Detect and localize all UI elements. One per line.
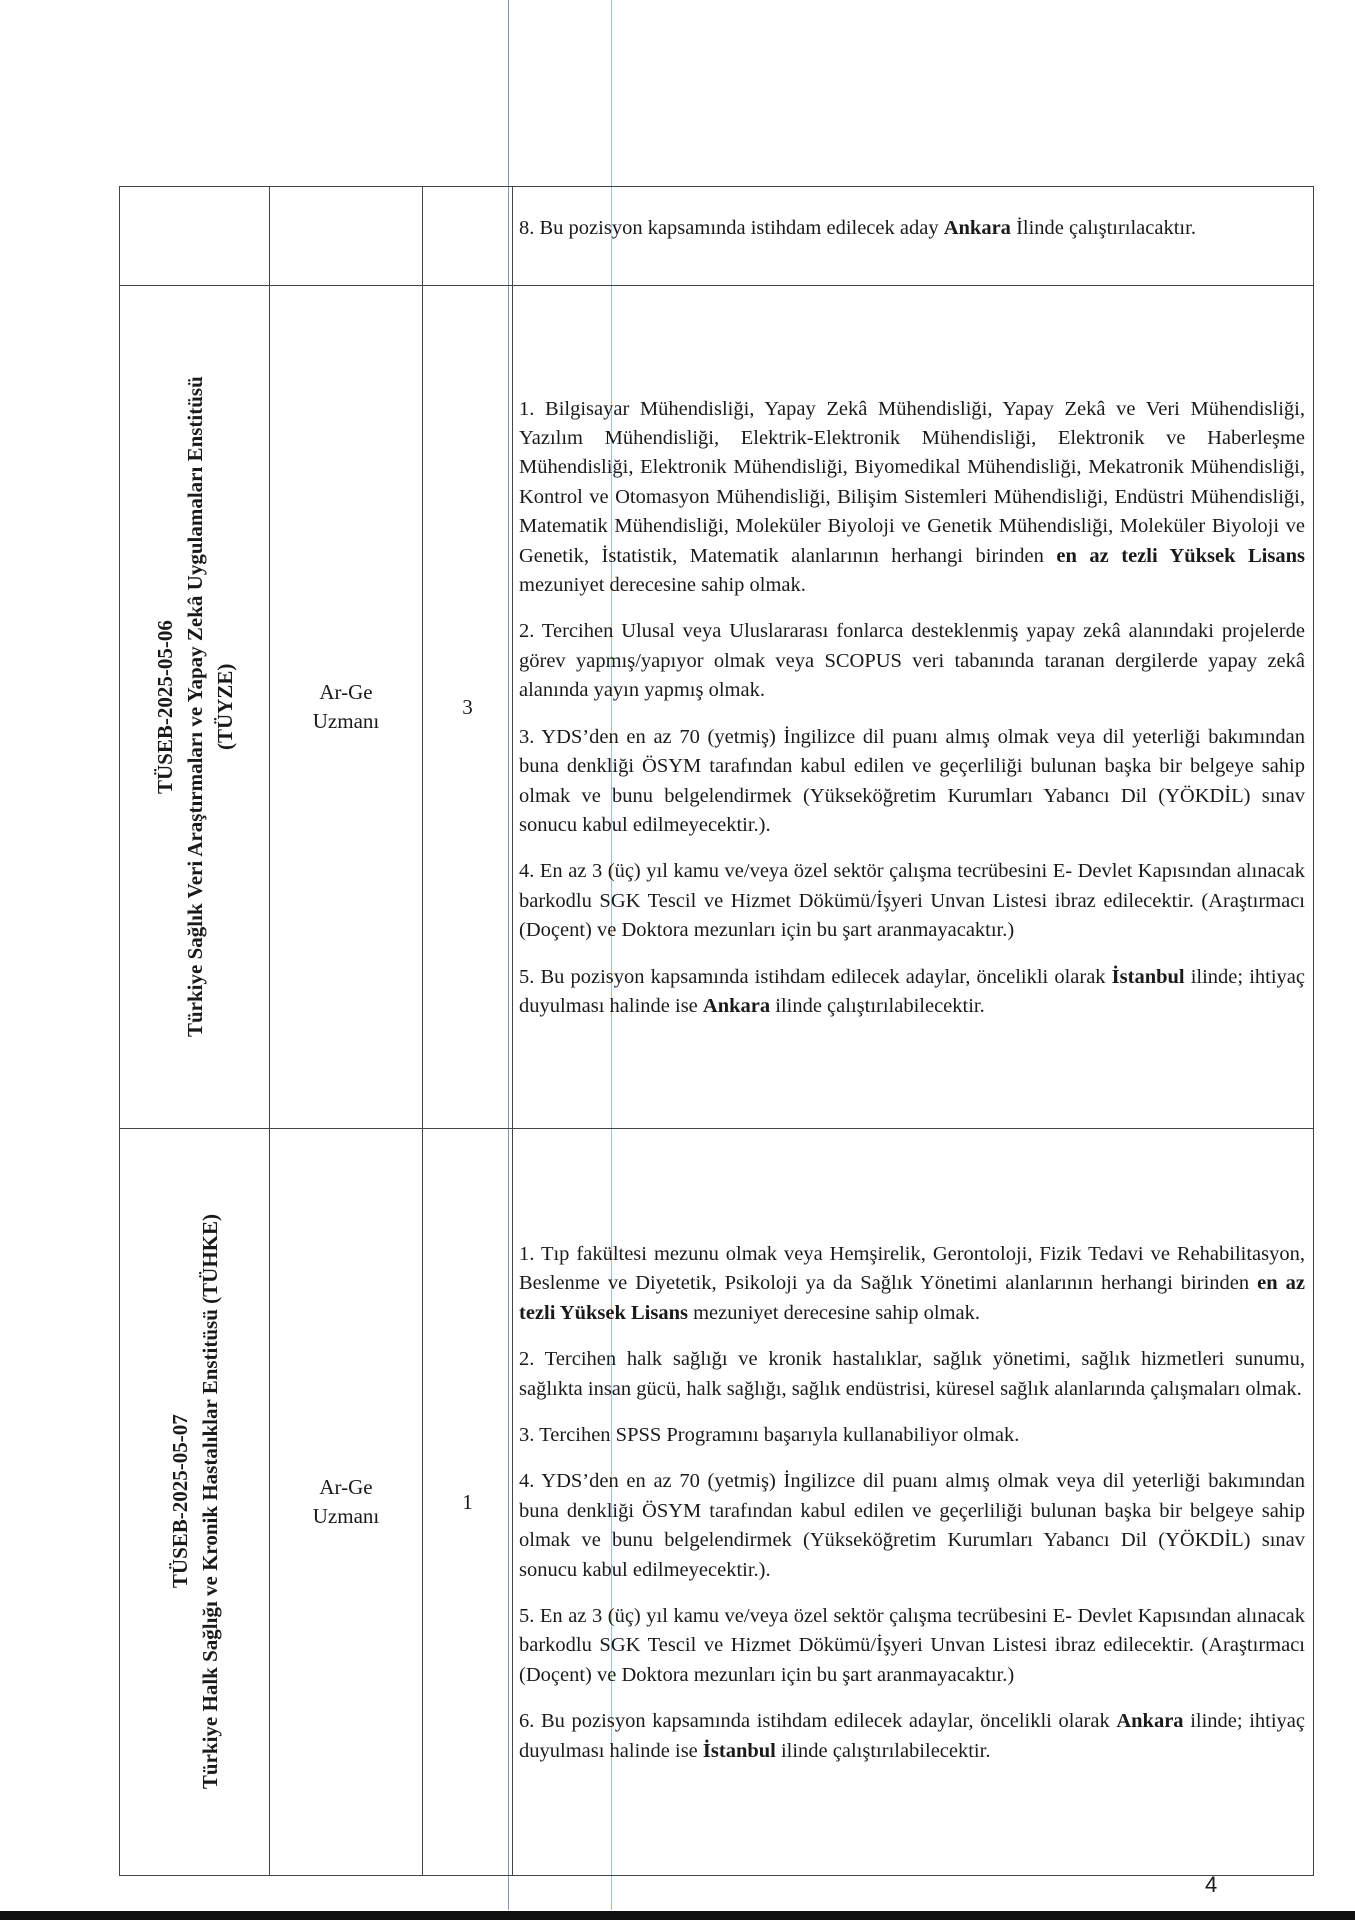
position-code: TÜSEB-2025-05-06	[152, 620, 177, 794]
institute-name: Türkiye Sağlık Veri Araştırmaları ve Yapay Zekâ Uygulamaları Enstitüsü (TÜYZE)	[182, 376, 237, 1038]
positions-table	[119, 186, 1314, 1876]
requirement-text: İlinde çalıştırılacaktır.	[1010, 217, 1196, 240]
requirement-text: ilinde çalıştırılabilecektir.	[775, 1739, 991, 1762]
requirement-item	[519, 1467, 1305, 1585]
requirement-text: ilinde çalıştırılabilecektir.	[770, 994, 985, 1017]
requirement-emphasis: Ankara	[702, 994, 771, 1017]
requirement-text: 5. Bu pozisyon kapsamında istihdam edilecek adaylar, öncelikli olarak	[519, 965, 1112, 988]
requirement-text: 2. Tercihen Ulusal veya Uluslararası fonlarca desteklenmiş yapay zekâ alanındaki projelerde görev yapmış/yapıyor olmak veya SCOPUS veri tabanında taranan dergilerde yapay zekâ alanında yayın yapmış olmak.	[519, 620, 1305, 702]
requirement-item	[519, 1345, 1305, 1404]
requirement-text: 6. Bu pozisyon kapsamında istihdam edilecek adaylar, öncelikli olarak	[519, 1710, 1117, 1733]
position-code: TÜSEB-2025-05-07	[167, 1415, 192, 1589]
requirements-cell	[513, 1129, 1314, 1876]
requirement-text: 3. YDS’den en az 70 (yetmiş) İngilizce dil puanı almış olmak veya dil yeterliği bakımından buna denkliği ÖSYM tarafından kabul edilen ve geçerliliği bulunan başka bir belgeye sahip olmak ve bunu belgelendirmek (Yükseköğretim Kurumları Yabancı Dil (YÖKDİL) sınav sonucu kabul edilmeyecektir.).	[519, 725, 1305, 836]
requirement-item	[519, 1421, 1305, 1450]
count-cell: 3	[423, 286, 513, 1129]
institute-name: Türkiye Halk Sağlığı ve Kronik Hastalıklar Enstitüsü (TÜHKE)	[197, 1214, 222, 1790]
requirement-item	[519, 723, 1305, 841]
requirement-item	[519, 857, 1305, 945]
requirement-text: 8. Bu pozisyon kapsamında istihdam edilecek aday	[519, 217, 944, 240]
requirement-item	[519, 1240, 1305, 1328]
requirement-item	[519, 963, 1305, 1022]
requirement-text: 4. YDS’den en az 70 (yetmiş) İngilizce dil puanı almış olmak veya dil yeterliği bakımından buna denkliği ÖSYM tarafından kabul edilen ve geçerliliği bulunan başka bir belgeye sahip olmak ve bunu belgelendirmek (Yükseköğretim Kurumları Yabancı Dil (YÖKDİL) sınav sonucu kabul edilmeyecektir.).	[519, 1470, 1305, 1581]
requirement-text: 3. Tercihen SPSS Programını başarıyla kullanabiliyor olmak.	[519, 1423, 1020, 1446]
requirement-item	[519, 395, 1305, 601]
requirements-cell	[513, 187, 1314, 286]
table-row	[120, 286, 1314, 1129]
position-cell: Ar-Ge Uzmanı	[270, 1129, 423, 1876]
requirement-item	[519, 214, 1305, 243]
requirement-text: mezuniyet derecesine sahip olmak.	[519, 574, 806, 597]
institute-label	[150, 347, 240, 1067]
requirement-text: 1. Bilgisayar Mühendisliği, Yapay Zekâ Mühendisliği, Yapay Zekâ ve Veri Mühendisliği, Yazılım Mühendisliği, Elektrik-Elektronik Mühendisliği, Elektronik ve Haberleşme Mühendisliği, Elektronik Mühendisliği, Biyomedikal Mühendisliği, Mekatronik Mühendisliği, Kontrol ve Otomasyon Mühendisliği, Bilişim Sistemleri Mühendisliği, Endüstri Mühendisliği, Matematik Mühendisliği, Moleküler Biyoloji ve Genetik Mühendisliği, Moleküler Biyoloji ve Genetik, İstatistik, Matematik alanlarının herhangi birinden	[519, 397, 1305, 567]
institute-cell	[120, 1129, 270, 1876]
position-cell: Ar-Ge Uzmanı	[270, 286, 423, 1129]
scan-border	[0, 1911, 1355, 1920]
institute-cell	[120, 187, 270, 286]
requirement-text: 5. En az 3 (üç) yıl kamu ve/veya özel sektör çalışma tecrübesini E- Devlet Kapısından alınacak barkodlu SGK Tescil ve Hizmet Dökümü/İşyeri Unvan Listesi ibraz edilecektir. (Araştırmacı (Doçent) ve Doktora mezunları için bu şart aranmayacaktır.)	[519, 1605, 1305, 1686]
requirement-emphasis: Ankara	[1116, 1710, 1184, 1733]
requirement-text: ilinde; ihtiyaç duyulması halinde ise	[519, 1710, 1305, 1762]
requirement-emphasis: Ankara	[943, 217, 1011, 240]
requirement-item	[519, 1707, 1305, 1766]
institute-cell	[120, 286, 270, 1129]
page-number: 4	[1205, 1872, 1218, 1897]
requirement-emphasis: en az tezli Yüksek Lisans	[1056, 544, 1305, 567]
requirement-text: 4. En az 3 (üç) yıl kamu ve/veya özel sektör çalışma tecrübesini E- Devlet Kapısından alınacak barkodlu SGK Tescil ve Hizmet Dökümü/İşyeri Unvan Listesi ibraz edilecektir. (Araştırmacı (Doçent) ve Doktora mezunları için bu şart aranmayacaktır.)	[519, 860, 1305, 942]
count-cell	[423, 187, 513, 286]
requirement-text: mezuniyet derecesine sahip olmak.	[687, 1301, 980, 1324]
institute-label	[165, 1214, 225, 1789]
requirement-text: ilinde; ihtiyaç duyulması halinde ise	[519, 965, 1305, 1017]
requirements-cell	[513, 286, 1314, 1129]
requirement-emphasis: İstanbul	[1111, 965, 1185, 988]
requirement-item	[519, 617, 1305, 705]
requirement-item	[519, 1602, 1305, 1690]
requirement-text: 2. Tercihen halk sağlığı ve kronik hastalıklar, sağlık yönetimi, sağlık hizmetleri sunumu, sağlıkta insan gücü, halk sağlığı, sağlık endüstrisi, küresel sağlık alanlarında çalışmaları olmak.	[519, 1348, 1305, 1400]
requirement-text: 1. Tıp fakültesi mezunu olmak veya Hemşirelik, Gerontoloji, Fizik Tedavi ve Rehabilitasyon, Beslenme ve Diyetetik, Psikoloji ya da Sağlık Yönetimi alanlarının herhangi birinden	[519, 1242, 1305, 1295]
table-row	[120, 1129, 1314, 1876]
position-cell	[270, 187, 423, 286]
requirement-emphasis: İstanbul	[702, 1739, 776, 1762]
table-row	[120, 187, 1314, 286]
count-cell: 1	[423, 1129, 513, 1876]
requirement-emphasis: en az tezli Yüksek Lisans	[519, 1272, 1305, 1324]
